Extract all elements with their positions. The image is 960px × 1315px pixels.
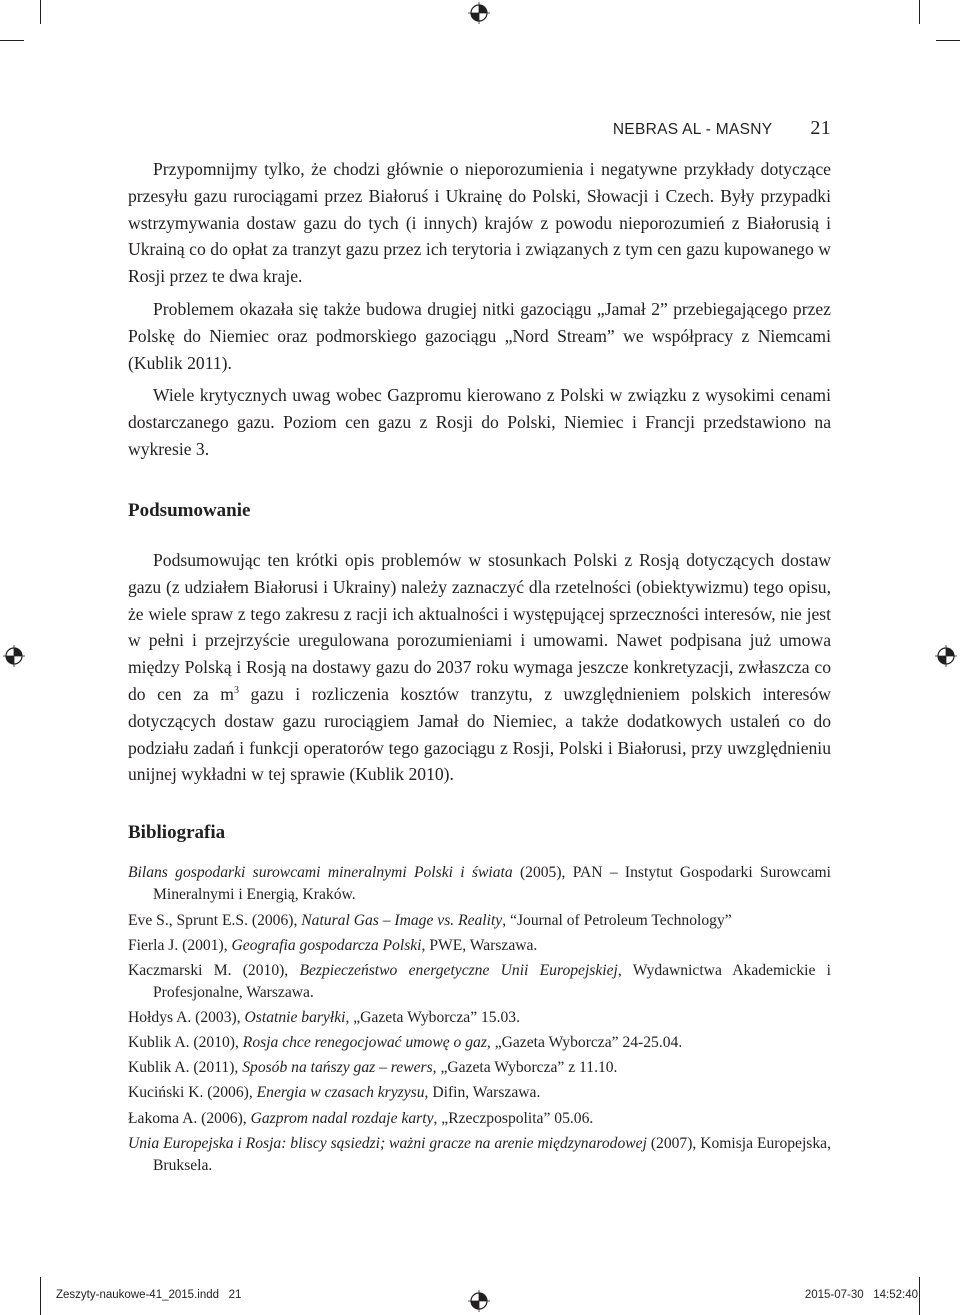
summary-text-part1: Podsumowując ten krótki opis problemów w stosunkach Polski z Rosją dotyczących dostaw gazu (z udziałem Białorusi i Ukrainy) należy zaznaczyć dla rzetelności (obiektywizmu) tego opisu, że wiele spraw z tego zakresu z racji ich aktualności i występującej sprzeczności interesów, nie jest w pełni i przejrzyście uregulowana porozumieniami i umowami. Nawet podpisana już umowa między Polską i Rosją na dostawy gazu do 2037 roku wymaga jeszcze konkretyzacji, zwłaszcza co do cen za m (128, 550, 831, 704)
bibliography-entry: Bilans gospodarki surowcami mineralnymi Polski i świata (2005), PAN – Instytut Gospodarki Surowcami Mineralnymi i Energią, Kraków. (128, 864, 831, 904)
crop-mark (919, 1277, 920, 1315)
bibliography-entry: Kublik A. (2011), Sposób na tańszy gaz – rewers, „Gazeta Wyborcza” z 11.10. (128, 1059, 618, 1077)
paragraph: Problemem okazała się także budowa drugiej nitki gazociągu „Jamał 2” przebiegającego przez Polskę do Niemiec oraz podmorskiego gazociągu „Nord Stream” we współpracy z Niemcami (Kublik 2011). (128, 298, 831, 373)
crop-mark (936, 40, 960, 41)
page-number: 21 (810, 117, 831, 139)
section-heading-bibliography: Bibliografia (128, 822, 226, 843)
section-heading-summary: Podsumowanie (128, 500, 251, 521)
registration-mark-icon (468, 2, 490, 24)
registration-mark-icon (935, 645, 957, 667)
crop-mark (40, 1277, 41, 1315)
bibliography-entry: Łakoma A. (2006), Gazprom nadal rozdaje karty, „Rzeczpospolita” 05.06. (128, 1109, 594, 1127)
bibliography-entry: Kaczmarski M. (2010), Bezpieczeństwo energetyczne Unii Europejskiej, Wydawnictwa Akademickie i Profesjonalne, Warszawa. (128, 961, 831, 1002)
crop-mark (0, 40, 24, 41)
footer-file-name: Zeszyty-naukowe-41_2015.indd 21 (56, 1289, 242, 1301)
registration-mark-icon (3, 645, 25, 667)
paragraph: Przypomnijmy tylko, że chodzi głównie o nieporozumienia i negatywne przykłady dotyczące przesyłu gazu rurociągami przez Białoruś i Ukrainę do Polski, Słowacji i Czech. Były przypadki wstrzymywania dostaw gazu do tych (i innych) krajów z powodu nieporozumień z Białorusią i Ukrainą co do opłat za tranzyt gazu przez ich terytoria i związanych z tym cen gazu kupowanego w Rosji przez te dwa kraje. (128, 159, 831, 287)
summary-text-part2: gazu i rozliczenia kosztów tranzytu, z uwzględnieniem polskich interesów dotyczących dostaw gazu rurociągiem Jamał do Niemiec, a także dodatkowych ustaleń co do podziału zadań i funkcji operatorów tego gazociągu z Rosji, Polski i Białorusi, przy uwzględnieniu unijnej wykładni w tej sprawie (Kublik 2010). (128, 683, 831, 785)
intro-section (128, 156, 831, 469)
running-header (128, 117, 831, 140)
bibliography-entry: Hołdys A. (2003), Ostatnie baryłki, „Gazeta Wyborcza” 15.03. (128, 1009, 520, 1027)
bibliography-entry: Fierla J. (2001), Geografia gospodarcza Polski, PWE, Warszawa. (128, 936, 538, 954)
bibliography-entry: Kuciński K. (2006), Energia w czasach kryzysu, Difin, Warszawa. (128, 1084, 541, 1102)
bibliography-entry: Eve S., Sprunt E.S. (2006), Natural Gas – Image vs. Reality, “Journal of Petroleum Technology” (128, 911, 732, 929)
bibliography-list (128, 862, 831, 1180)
bibliography-entry: Kublik A. (2010), Rosja chce renegocjować umowę o gaz, „Gazeta Wyborcza” 24-25.04. (128, 1034, 683, 1052)
footer-timestamp: 2015-07-30 14:52:40 (804, 1289, 918, 1301)
crop-mark (40, 0, 41, 24)
summary-section (128, 547, 831, 794)
bibliography-entry: Unia Europejska i Rosja: bliscy sąsiedzi; ważni gracze na arenie międzynarodowej (2007), Komisja Europejska, Bruksela. (128, 1134, 831, 1175)
superscript: 3 (233, 685, 239, 697)
paragraph (128, 547, 831, 788)
running-title: NEBRAS AL - MASNY (612, 121, 773, 138)
crop-mark (919, 0, 920, 24)
paragraph: Wiele krytycznych uwag wobec Gazpromu kierowano z Polski w związku z wysokimi cenami dostarczanego gazu. Poziom cen gazu z Rosji do Polski, Niemiec i Francji przedstawiono na wykresie 3. (128, 385, 831, 459)
registration-mark-icon (468, 1290, 490, 1312)
